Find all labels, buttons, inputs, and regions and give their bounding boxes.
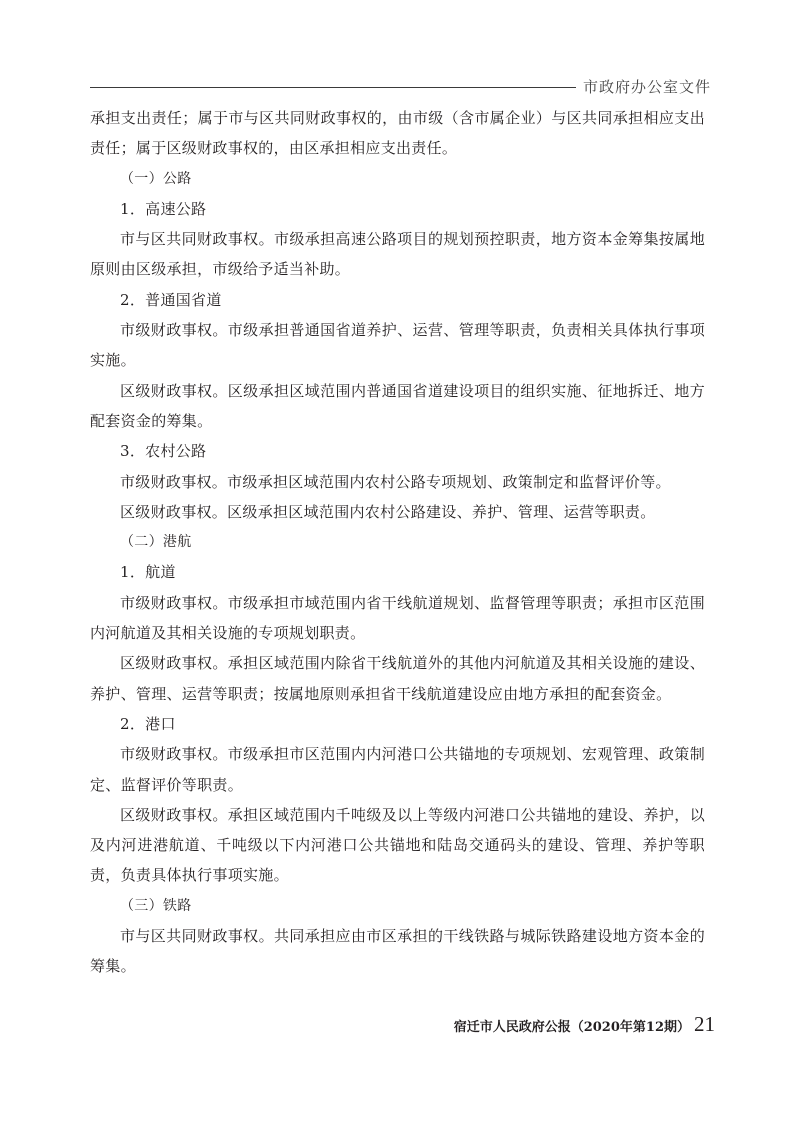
section-heading: （二）港航 — [120, 534, 192, 551]
section-heading: （一）公路 — [120, 170, 192, 187]
header-title: 市政府办公室文件 — [583, 78, 712, 96]
paragraph: 市级财政事权。市级承担市区范围内内河港口公共锚地的专项规划、宏观管理、政策制定、监督评价等职责。 — [90, 745, 705, 794]
paragraph: 市级财政事权。市级承担区域范围内农村公路专项规划、政策制定和监督评价等。 — [120, 472, 671, 491]
page-footer — [454, 1012, 715, 1037]
paragraph: 市与区共同财政事权。共同承担应由市区承担的干线铁路与城际铁路建设地方资本金的筹集。 — [90, 927, 705, 976]
paragraph: 承担支出责任；属于市与区共同财政事权的，由市级（含市属企业）与区共同承担相应支出责任；属于区级财政事权的，由区承担相应支出责任。 — [90, 109, 705, 158]
paragraph: 区级财政事权。区级承担区域范围内普通国省道建设项目的组织实施、征地拆迁、地方配套资金的筹集。 — [90, 381, 705, 430]
page-number: 21 — [694, 1012, 715, 1036]
subsection-heading: 1．航道 — [120, 563, 176, 582]
document-body — [90, 103, 705, 982]
subsection-heading: 1．高速公路 — [120, 199, 207, 218]
paragraph: 区级财政事权。承担区域范围内千吨级及以上等级内河港口公共锚地的建设、养护，以及内河进港航道、千吨级以下内河港口公共锚地和陆岛交通码头的建设、管理、养护等职责，负责具体执行事项实施。 — [90, 805, 705, 885]
subsection-heading: 3．农村公路 — [120, 442, 207, 461]
paragraph: 区级财政事权。承担区域范围内除省干线航道外的其他内河航道及其相关设施的建设、养护、管理、运营等职责；按属地原则承担省干线航道建设应由地方承担的配套资金。 — [90, 654, 705, 703]
paragraph: 市与区共同财政事权。市级承担高速公路项目的规划预控职责，地方资本金筹集按属地原则由区级承担，市级给予适当补助。 — [90, 230, 705, 279]
section-heading: （三）铁路 — [120, 897, 192, 914]
paragraph: 区级财政事权。区级承担区域范围内农村公路建设、养护、管理、运营等职责。 — [120, 502, 656, 521]
paragraph: 市级财政事权。市级承担普通国省道养护、运营、管理等职责，负责相关具体执行事项实施。 — [90, 321, 705, 370]
paragraph: 市级财政事权。市级承担市域范围内省干线航道规划、监督管理等职责；承担市区范围内河航道及其相关设施的专项规划职责。 — [90, 593, 705, 643]
subsection-heading: 2．普通国省道 — [120, 290, 222, 309]
publication-title: 宿迁市人民政府公报（2020年第12期） — [453, 1020, 690, 1035]
subsection-heading: 2．港口 — [120, 714, 176, 733]
header-rule — [90, 87, 576, 88]
